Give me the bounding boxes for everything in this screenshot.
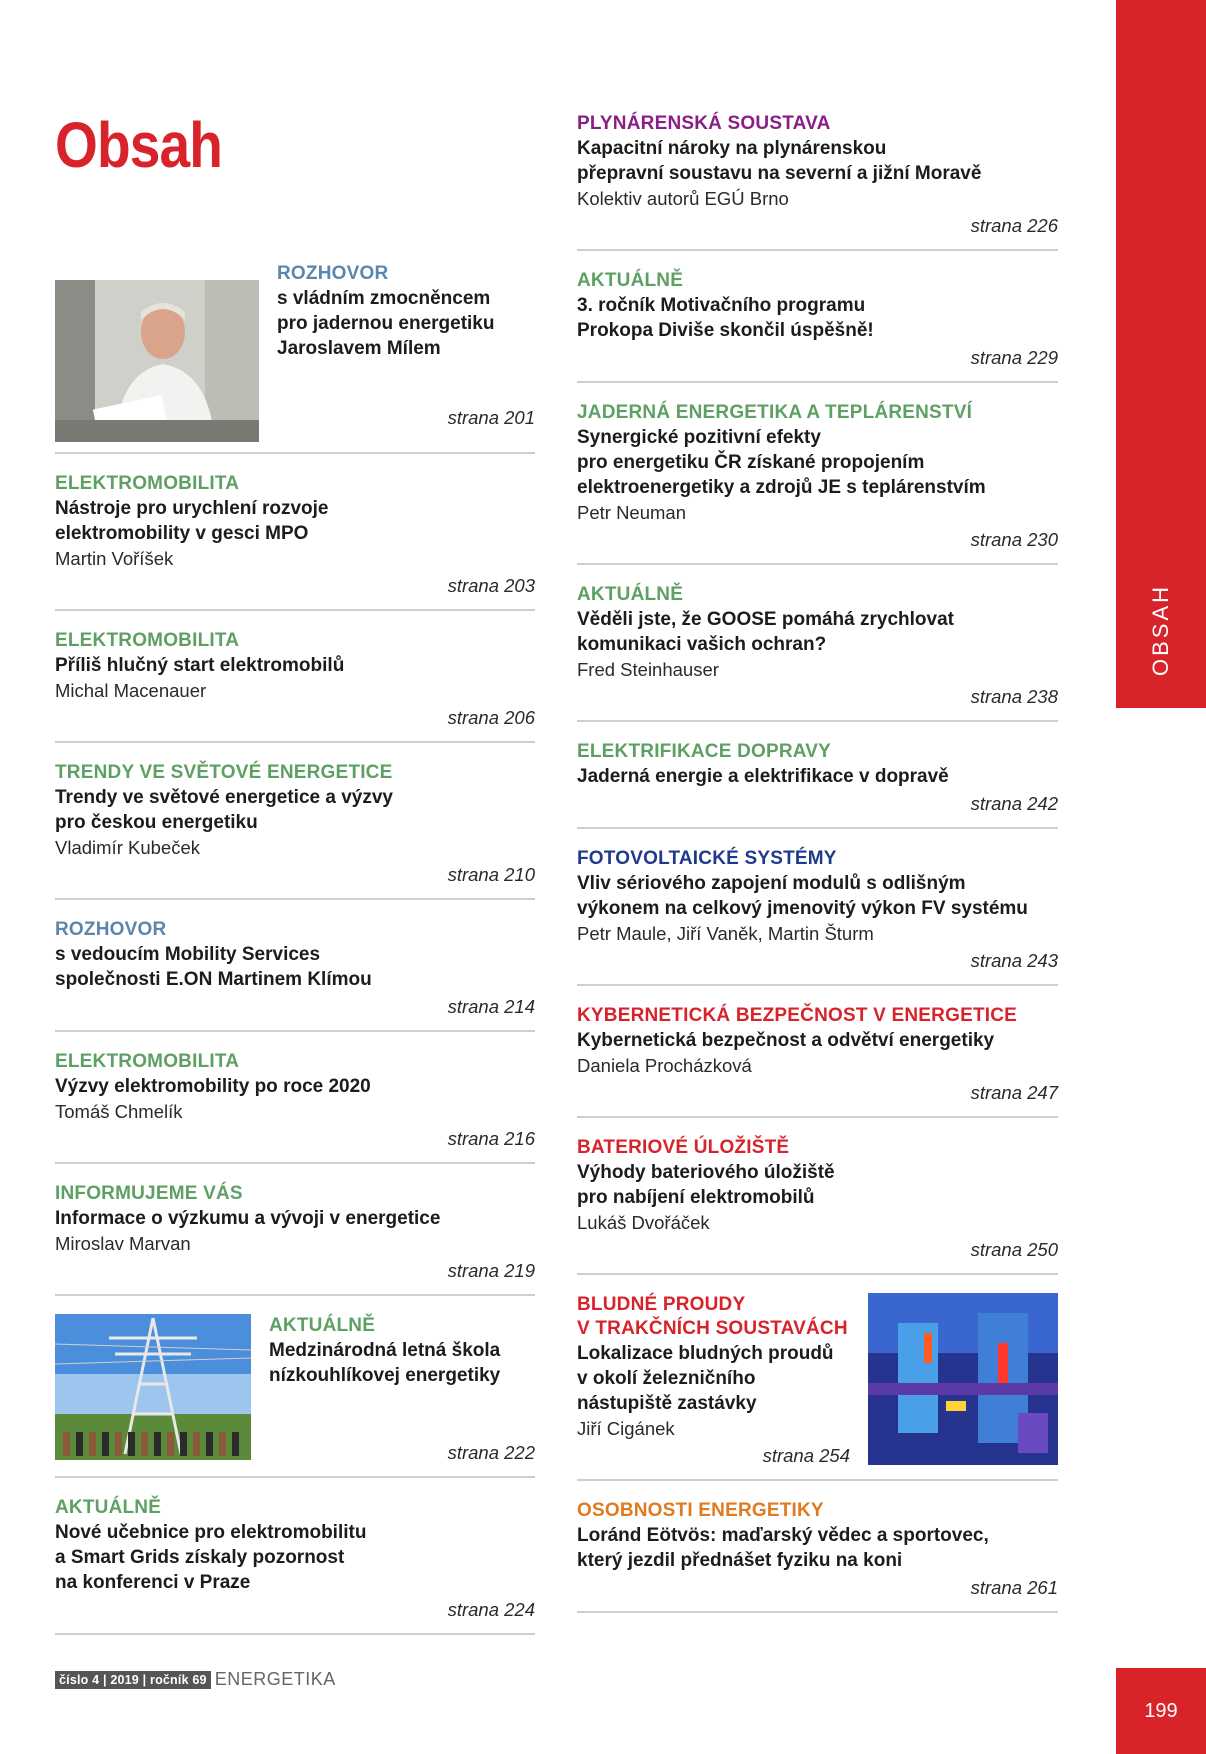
entry-title-line: Věděli jste, že GOOSE pomáhá zrychlovat (577, 609, 954, 630)
entry-photo (868, 1293, 1058, 1465)
entry-author: Jiří Cigánek (577, 1418, 675, 1439)
entry-page-ref[interactable]: strana 216 (447, 1128, 535, 1149)
entry-title[interactable] (55, 496, 535, 546)
toc-left-column (55, 262, 535, 1653)
entry-title-line: Kybernetická bezpečnost a odvětví energetiky (577, 1030, 995, 1051)
toc-entry[interactable] (577, 1136, 1058, 1275)
entry-title[interactable] (577, 1341, 850, 1416)
entry-photo (55, 280, 259, 442)
entry-text (55, 1182, 535, 1284)
entry-author: Miroslav Marvan (55, 1233, 191, 1254)
entry-author: Vladimír Kubeček (55, 837, 200, 858)
entry-page-ref[interactable]: strana 261 (970, 1577, 1058, 1598)
entry-title-line: pro energetiku ČR získané propojením (577, 452, 925, 473)
entry-text (577, 1136, 1058, 1263)
entry-author: Kolektiv autorů EGÚ Brno (577, 188, 789, 209)
entry-title-line: přepravní soustavu na severní a jižní Moravě (577, 163, 982, 184)
toc-entry[interactable] (577, 401, 1058, 565)
toc-entry[interactable] (55, 262, 535, 454)
entry-title-line: Jaroslavem Mílem (277, 338, 441, 359)
entry-title-line: Nástroje pro urychlení rozvoje (55, 498, 329, 519)
entry-category: OSOBNOSTI ENERGETIKY (577, 1500, 824, 1521)
entry-page-ref[interactable]: strana 203 (447, 575, 535, 596)
entry-title-line: a Smart Grids získaly pozornost (55, 1547, 345, 1568)
entry-page-ref[interactable]: strana 247 (970, 1082, 1058, 1103)
entry-author: Lukáš Dvořáček (577, 1212, 710, 1233)
entry-page-ref[interactable]: strana 206 (447, 707, 535, 728)
entry-text (577, 112, 1058, 239)
entry-author: Petr Neuman (577, 502, 686, 523)
toc-entry[interactable] (55, 1496, 535, 1635)
entry-title-line: Trendy ve světové energetice a výzvy (55, 787, 393, 808)
entry-text (577, 847, 1058, 974)
entry-title-line: pro jadernou energetiku (277, 313, 495, 334)
entry-category: AKTUÁLNĚ (269, 1315, 376, 1336)
entry-title-line: Lokalizace bludných proudů (577, 1343, 834, 1364)
entry-title-line: nízkouhlíkovej energetiky (269, 1365, 501, 1386)
entry-title[interactable] (577, 764, 1058, 789)
page-number-box (1116, 1668, 1206, 1754)
entry-category: ROZHOVOR (55, 919, 167, 940)
entry-title-line: společnosti E.ON Martinem Klímou (55, 969, 372, 990)
toc-entry[interactable] (55, 918, 535, 1032)
entry-title-line: s vedoucím Mobility Services (55, 944, 321, 965)
entry-title-line: Nové učebnice pro elektromobilitu (55, 1522, 367, 1543)
entry-text (55, 1496, 535, 1623)
entry-title-line: pro nabíjení elektromobilů (577, 1187, 815, 1208)
toc-entry[interactable] (55, 1314, 535, 1478)
entry-title-line: Jaderná energie a elektrifikace v dopravě (577, 766, 949, 787)
toc-entry[interactable] (577, 740, 1058, 829)
entry-category: BLUDNÉ PROUDY V TRAKČNÍCH SOUSTAVÁCH (577, 1294, 848, 1339)
toc-entry[interactable] (577, 112, 1058, 251)
entry-page-ref[interactable]: strana 226 (970, 215, 1058, 236)
entry-title[interactable] (577, 293, 1058, 343)
entry-text (577, 1499, 1058, 1601)
entry-category: FOTOVOLTAICKÉ SYSTÉMY (577, 848, 837, 869)
entry-page-ref[interactable]: strana 254 (762, 1445, 850, 1466)
entry-text (55, 918, 535, 1020)
entry-text (577, 401, 1058, 553)
entry-title[interactable] (577, 871, 1058, 921)
toc-entry[interactable] (577, 1293, 1058, 1481)
toc-entry[interactable] (55, 761, 535, 900)
entry-category: ELEKTRIFIKACE DOPRAVY (577, 741, 832, 762)
entry-text (277, 262, 535, 442)
entry-title-line: elektroenergetiky a zdrojů JE s teplárenstvím (577, 477, 986, 498)
entry-title[interactable] (577, 425, 1058, 500)
entry-category: ELEKTROMOBILITA (55, 1051, 240, 1072)
entry-title-line: komunikaci vašich ochran? (577, 634, 827, 655)
entry-text (577, 583, 1058, 710)
toc-entry[interactable] (55, 629, 535, 743)
toc-entry[interactable] (55, 472, 535, 611)
entry-photo (55, 1314, 251, 1460)
entry-title-line: nástupiště zastávky (577, 1393, 757, 1414)
entry-category: BATERIOVÉ ÚLOŽIŠTĚ (577, 1137, 790, 1158)
entry-title[interactable] (55, 1074, 535, 1099)
entry-category: ELEKTROMOBILITA (55, 630, 240, 651)
toc-entry[interactable] (577, 583, 1058, 722)
page-title: Obsah (55, 109, 222, 181)
entry-author: Petr Maule, Jiří Vaněk, Martin Šturm (577, 923, 874, 944)
entry-text (269, 1314, 535, 1466)
entry-title[interactable] (55, 942, 535, 992)
entry-title-line: Informace o výzkumu a vývoji v energetice (55, 1208, 441, 1229)
entry-text (577, 1004, 1058, 1106)
entry-title[interactable] (577, 1028, 1058, 1053)
entry-text (55, 629, 535, 731)
entry-page-ref[interactable]: strana 222 (447, 1442, 535, 1463)
entry-category: ELEKTROMOBILITA (55, 473, 240, 494)
entry-category: KYBERNETICKÁ BEZPEČNOST V ENERGETICE (577, 1005, 1018, 1026)
entry-text (577, 1293, 850, 1469)
entry-title[interactable] (269, 1338, 535, 1388)
footer (55, 1669, 336, 1690)
entry-title[interactable] (55, 653, 535, 678)
entry-title-line: Prokopa Diviše skončil úspěšně! (577, 320, 874, 341)
entry-text (55, 472, 535, 599)
toc-entry[interactable] (577, 1004, 1058, 1118)
entry-title-line: pro českou energetiku (55, 812, 258, 833)
entry-title-line: Výhody bateriového úložiště (577, 1162, 835, 1183)
entry-title[interactable] (577, 1160, 1058, 1210)
entry-category: AKTUÁLNĚ (577, 270, 684, 291)
entry-author: Michal Macenauer (55, 680, 207, 701)
entry-title-line: výkonem na celkový jmenovitý výkon FV systému (577, 898, 1028, 919)
entry-title[interactable] (55, 1520, 535, 1595)
entry-title-line: elektromobility v gesci MPO (55, 523, 309, 544)
entry-title[interactable] (577, 136, 1058, 186)
entry-category: TRENDY VE SVĚTOVÉ ENERGETICE (55, 762, 393, 783)
entry-page-ref[interactable]: strana 242 (970, 793, 1058, 814)
entry-title[interactable] (577, 1523, 1058, 1573)
side-tab-label: OBSAH (1148, 583, 1173, 677)
entry-text (55, 761, 535, 888)
entry-page-ref[interactable]: strana 243 (970, 950, 1058, 971)
entry-title-line: Příliš hlučný start elektromobilů (55, 655, 345, 676)
entry-page-ref[interactable]: strana 238 (970, 686, 1058, 707)
toc-entry[interactable] (577, 1499, 1058, 1613)
entry-title-line: v okolí železničního (577, 1368, 756, 1389)
entry-title[interactable] (577, 607, 1058, 657)
entry-author: Fred Steinhauser (577, 659, 719, 680)
entry-title[interactable] (277, 286, 535, 361)
entry-category: JADERNÁ ENERGETIKA A TEPLÁRENSTVÍ (577, 402, 973, 423)
entry-page-ref[interactable]: strana 210 (447, 864, 535, 885)
entry-page-ref[interactable]: strana 224 (447, 1599, 535, 1620)
entry-text (577, 740, 1058, 817)
entry-category: PLYNÁRENSKÁ SOUSTAVA (577, 113, 831, 134)
entry-author: Martin Voříšek (55, 548, 174, 569)
entry-title-line: s vládním zmocněncem (277, 288, 491, 309)
entry-title-line: Kapacitní nároky na plynárenskou (577, 138, 887, 159)
toc-entry[interactable] (55, 1182, 535, 1296)
entry-title-line: který jezdil přednášet fyziku na koni (577, 1550, 903, 1571)
entry-title-line: Vliv sériového zapojení modulů s odlišným (577, 873, 966, 894)
entry-category: AKTUÁLNĚ (55, 1497, 162, 1518)
entry-category: INFORMUJEME VÁS (55, 1183, 243, 1204)
entry-category: AKTUÁLNĚ (577, 584, 684, 605)
magazine-logo: ENERGETIKA (214, 1669, 336, 1689)
entry-author: Tomáš Chmelík (55, 1101, 183, 1122)
toc-entry[interactable] (55, 1050, 535, 1164)
entry-title-line: Výzvy elektromobility po roce 2020 (55, 1076, 371, 1097)
entry-page-ref[interactable]: strana 230 (970, 529, 1058, 550)
page-number: 199 (1144, 1700, 1178, 1722)
issue-badge: číslo 4 | 2019 | ročník 69 (55, 1671, 211, 1689)
entry-title[interactable] (55, 1206, 535, 1231)
entry-category: ROZHOVOR (277, 263, 389, 284)
entry-text (55, 1050, 535, 1152)
entry-page-ref[interactable]: strana 250 (970, 1239, 1058, 1260)
entry-title-line: Medzinárodná letná škola (269, 1340, 501, 1361)
toc-right-column (577, 112, 1058, 1631)
entry-title-line: 3. ročník Motivačního programu (577, 295, 866, 316)
entry-page-ref[interactable]: strana 219 (447, 1260, 535, 1281)
section-side-tab (1116, 0, 1206, 708)
entry-page-ref[interactable]: strana 201 (447, 407, 535, 428)
entry-page-ref[interactable]: strana 229 (970, 347, 1058, 368)
entry-title-line: Loránd Eötvös: maďarský vědec a sportovec, (577, 1525, 989, 1546)
entry-page-ref[interactable]: strana 214 (447, 996, 535, 1017)
toc-entry[interactable] (577, 269, 1058, 383)
entry-title-line: na konferenci v Praze (55, 1572, 251, 1593)
entry-text (577, 269, 1058, 371)
entry-title[interactable] (55, 785, 535, 835)
entry-author: Daniela Procházková (577, 1055, 752, 1076)
toc-entry[interactable] (577, 847, 1058, 986)
entry-title-line: Synergické pozitivní efekty (577, 427, 821, 448)
